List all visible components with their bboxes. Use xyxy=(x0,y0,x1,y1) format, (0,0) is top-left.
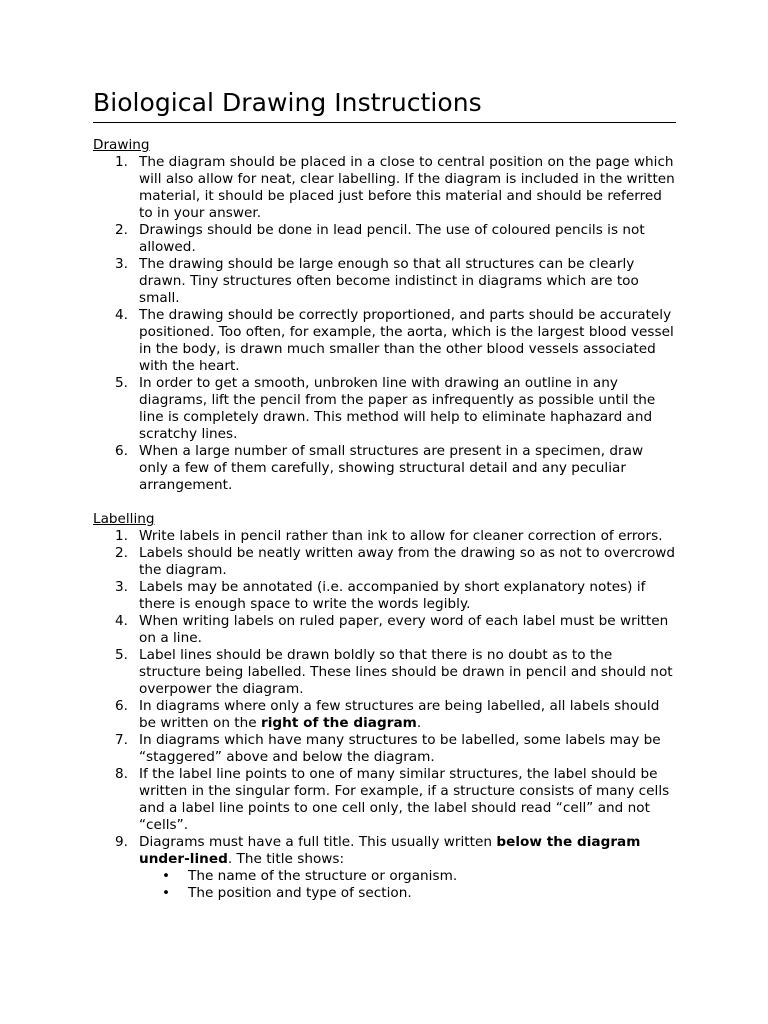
section-heading-labelling: Labelling xyxy=(93,511,155,527)
item-text: Label lines should be drawn boldly so that there is no doubt as to the structure being labelled. These lines should be drawn in pencil and should not overpower the diagram. xyxy=(139,647,673,697)
item-text: If the label line points to one of many similar structures, the label should be written in the singular form. For example, if a structure consists of many cells and a label line points to one cell only, the label should read “cell” and not “cells”. xyxy=(139,766,670,833)
list-item xyxy=(93,647,676,698)
item-number: 6. xyxy=(115,698,129,714)
title-bullet-list xyxy=(139,868,676,902)
list-item xyxy=(93,545,676,579)
bullet-item xyxy=(93,868,676,885)
list-item xyxy=(93,834,676,902)
item-text-bold: right of the diagram xyxy=(261,715,417,731)
item-number: 4. xyxy=(115,307,129,323)
item-text: The drawing should be correctly proportioned, and parts should be accurately positioned. Too often, for example, the aorta, which is the largest blood vessel in the body, is drawn much smaller than the other blood vessels associated with the heart. xyxy=(139,307,674,374)
list-item xyxy=(93,222,676,256)
document-title: Biological Drawing Instructions xyxy=(93,86,676,123)
document-page xyxy=(93,86,676,902)
item-number: 3. xyxy=(115,579,129,595)
section-heading-drawing: Drawing xyxy=(93,137,150,153)
list-item xyxy=(93,613,676,647)
item-number: 4. xyxy=(115,613,129,629)
item-text: Drawings should be done in lead pencil. The use of coloured pencils is not allowed. xyxy=(139,222,645,255)
item-text-after: . xyxy=(416,715,422,731)
list-item xyxy=(93,154,676,222)
list-item xyxy=(93,766,676,834)
labelling-list xyxy=(93,528,676,902)
item-text-before: In diagrams where only a few structures are being labelled, all labels should be written on the xyxy=(139,698,660,731)
item-text-before: Diagrams must have a full title. This usually written xyxy=(139,834,497,850)
drawing-list xyxy=(93,154,676,494)
item-text: In order to get a smooth, unbroken line with drawing an outline in any diagrams, lift the pencil from the paper as infrequently as possible until the line is completely drawn. This method will help to eliminate haphazard and scratchy lines. xyxy=(139,375,656,442)
list-item xyxy=(93,732,676,766)
item-number: 7. xyxy=(115,732,129,748)
bullet-icon: • xyxy=(162,868,171,884)
item-text: Labels should be neatly written away from the drawing so as not to overcrowd the diagram. xyxy=(139,545,676,578)
item-number: 1. xyxy=(115,154,129,170)
item-text: The diagram should be placed in a close to central position on the page which will also allow for neat, clear labelling. If the diagram is included in the written material, it should be placed just before this material and should be referred to in your answer. xyxy=(139,154,675,221)
item-number: 5. xyxy=(115,375,129,391)
item-text: When writing labels on ruled paper, every word of each label must be written on a line. xyxy=(139,613,669,646)
item-number: 1. xyxy=(115,528,129,544)
item-text: Write labels in pencil rather than ink to allow for cleaner correction of errors. xyxy=(139,528,663,544)
item-number: 3. xyxy=(115,256,129,272)
list-item xyxy=(93,256,676,307)
item-text-after: . The title shows: xyxy=(227,851,345,867)
bullet-text: The name of the structure or organism. xyxy=(188,868,458,884)
list-item xyxy=(93,375,676,443)
item-number: 6. xyxy=(115,443,129,459)
bullet-item xyxy=(93,885,676,902)
item-text: The drawing should be large enough so that all structures can be clearly drawn. Tiny structures often become indistinct in diagrams which are too small. xyxy=(139,256,639,306)
bullet-icon: • xyxy=(162,885,171,901)
list-item xyxy=(93,698,676,732)
item-number: 2. xyxy=(115,545,129,561)
item-number: 5. xyxy=(115,647,129,663)
item-number: 2. xyxy=(115,222,129,238)
item-text-bold: below the diagram under-lined xyxy=(139,834,641,867)
item-number: 8. xyxy=(115,766,129,782)
list-item xyxy=(93,579,676,613)
item-text: When a large number of small structures are present in a specimen, draw only a few of them carefully, showing structural detail and any peculiar arrangement. xyxy=(139,443,644,493)
list-item xyxy=(93,443,676,494)
list-item xyxy=(93,528,676,545)
bullet-text: The position and type of section. xyxy=(188,885,412,901)
list-item xyxy=(93,307,676,375)
item-text: Labels may be annotated (i.e. accompanied by short explanatory notes) if there is enough space to write the words legibly. xyxy=(139,579,646,612)
item-number: 9. xyxy=(115,834,129,850)
item-text: In diagrams which have many structures to be labelled, some labels may be “staggered” above and below the diagram. xyxy=(139,732,661,765)
